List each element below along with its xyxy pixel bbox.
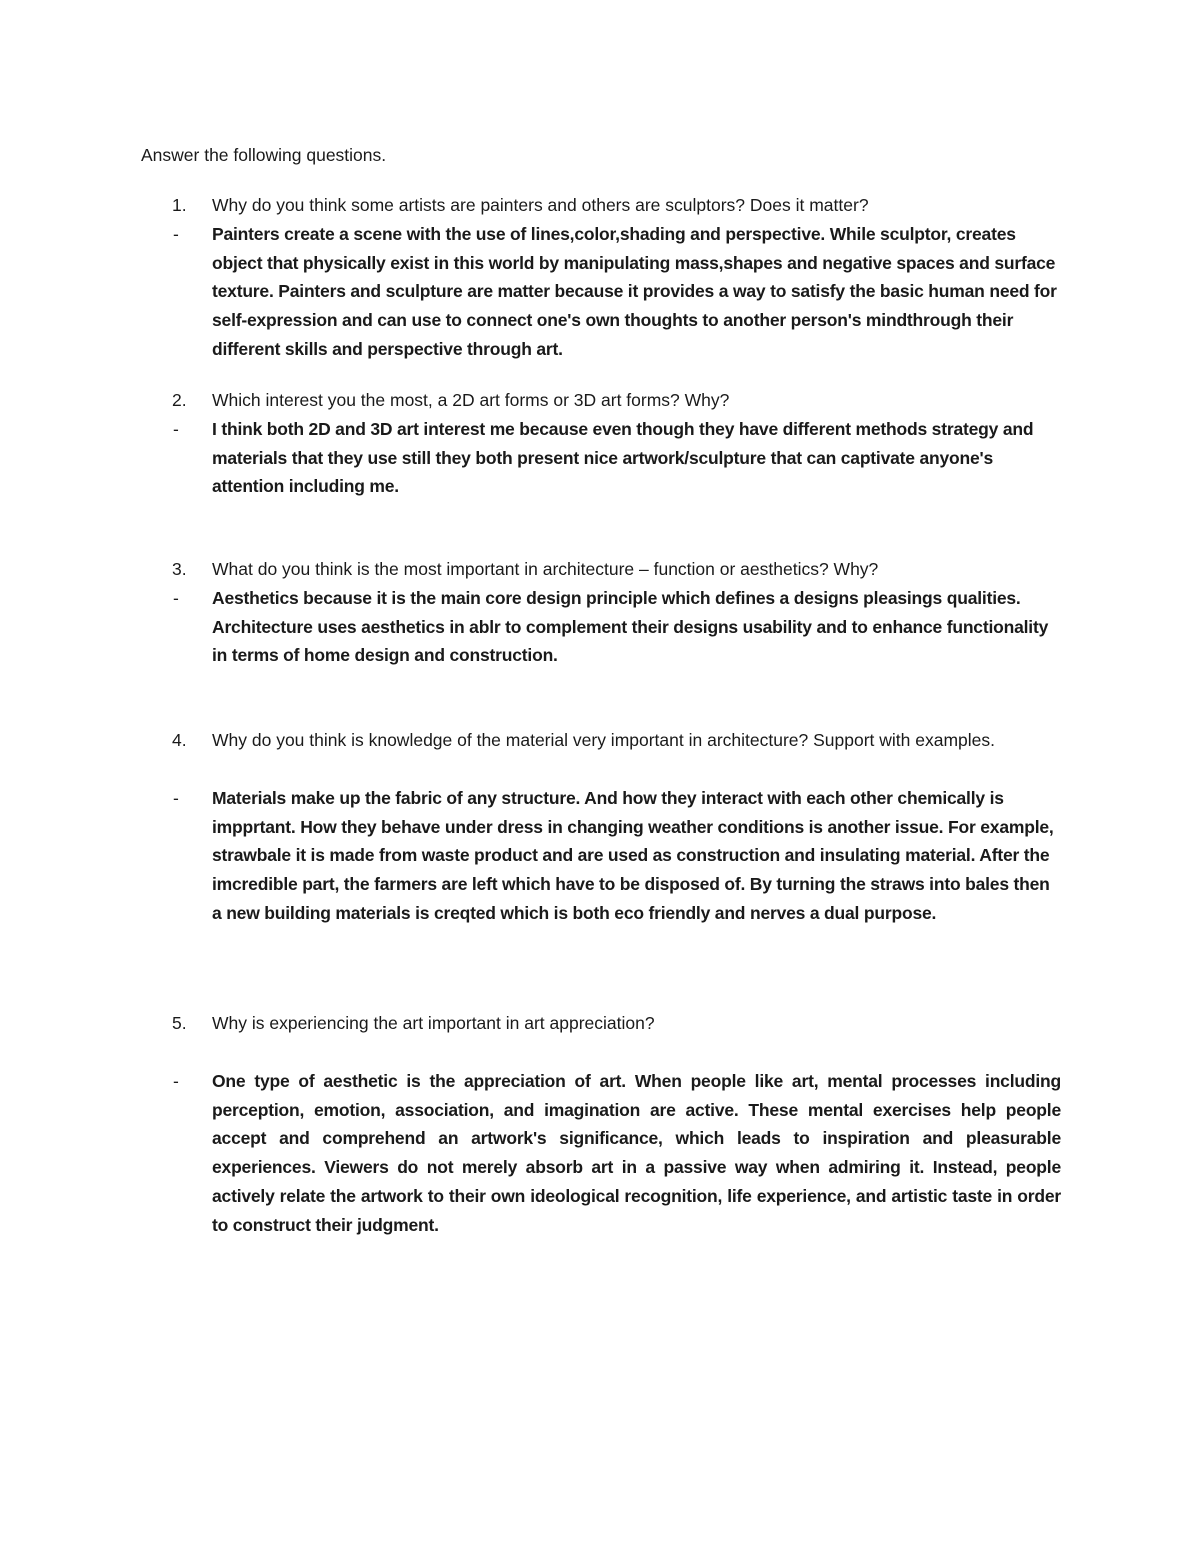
answer-2 bbox=[141, 415, 1061, 501]
answer-5 bbox=[141, 1067, 1061, 1240]
question-text: Why do you think is knowledge of the material very important in architecture? Support with examples. bbox=[212, 730, 996, 750]
question-item-2 bbox=[141, 386, 1061, 501]
bullet-dash: - bbox=[173, 1070, 179, 1091]
bullet-dash: - bbox=[173, 418, 179, 439]
question-text: Why do you think some artists are painters and others are sculptors? Does it matter? bbox=[212, 195, 869, 215]
question-number: 4. bbox=[172, 730, 187, 750]
instructions-text: Answer the following questions. bbox=[141, 145, 387, 165]
question-number: 1. bbox=[172, 195, 187, 215]
question-3 bbox=[141, 555, 1061, 584]
answer-text: Aesthetics because it is the main core design principle which defines a designs pleasings qualities. Architecture uses aesthetics in ablr to complement their designs usability and to enhance functionality in terms of home design and construction. bbox=[212, 587, 1049, 666]
answer-text: Painters create a scene with the use of lines,color,shading and perspective. While sculptor, creates object that physically exist in this world by manipulating mass,shapes and negative spaces and surface texture. Painters and sculpture are matter because it provides a way to satisfy the basic human need for self-expression and can use to connect one's own thoughts to another person's mindthrough their different skills and perspective through art. bbox=[212, 223, 1057, 359]
question-item-3 bbox=[141, 555, 1061, 670]
answer-3 bbox=[141, 584, 1061, 670]
question-1 bbox=[141, 191, 1061, 220]
question-item-1 bbox=[141, 191, 1061, 364]
question-number: 2. bbox=[172, 390, 187, 410]
question-text: What do you think is the most important in architecture – function or aesthetics? Why? bbox=[212, 559, 879, 579]
bullet-dash: - bbox=[173, 587, 179, 608]
question-4 bbox=[141, 726, 1061, 755]
bullet-dash: - bbox=[173, 787, 179, 808]
question-number: 5. bbox=[172, 1013, 187, 1033]
answer-text: Materials make up the fabric of any structure. And how they interact with each other chemically is impprtant. How they behave under dress in changing weather conditions is another issue. For example, strawbale it is made from waste product and are used as construction and insulating material. After the imcredible part, the farmers are left which have to be disposed of. By turning the straws into bales then a new building materials is creqted which is both eco friendly and nerves a dual purpose. bbox=[212, 787, 1054, 923]
question-number: 3. bbox=[172, 559, 187, 579]
question-item-4 bbox=[141, 726, 1061, 928]
question-5 bbox=[141, 1009, 1061, 1038]
question-text: Which interest you the most, a 2D art forms or 3D art forms? Why? bbox=[212, 390, 730, 410]
answer-text: One type of aesthetic is the appreciation of art. When people like art, mental processes including perception, emotion, association, and imagination are active. These mental exercises help people accept and comprehend an artwork's significance, which leads to inspiration and pleasurable experiences. Viewers do not merely absorb art in a passive way when admiring it. Instead, people actively relate the artwork to their own ideological recognition, life experience, and artistic taste in order to construct their judgment. bbox=[212, 1070, 1061, 1235]
question-2 bbox=[141, 386, 1061, 415]
bullet-dash: - bbox=[173, 223, 179, 244]
question-item-5 bbox=[141, 1009, 1061, 1240]
answer-1 bbox=[141, 220, 1061, 364]
answer-text: I think both 2D and 3D art interest me because even though they have different methods strategy and materials that they use still they both present nice artwork/sculpture that can captivate anyone's attention including me. bbox=[212, 418, 1034, 497]
answer-4 bbox=[141, 784, 1061, 928]
question-text: Why is experiencing the art important in art appreciation? bbox=[212, 1013, 655, 1033]
